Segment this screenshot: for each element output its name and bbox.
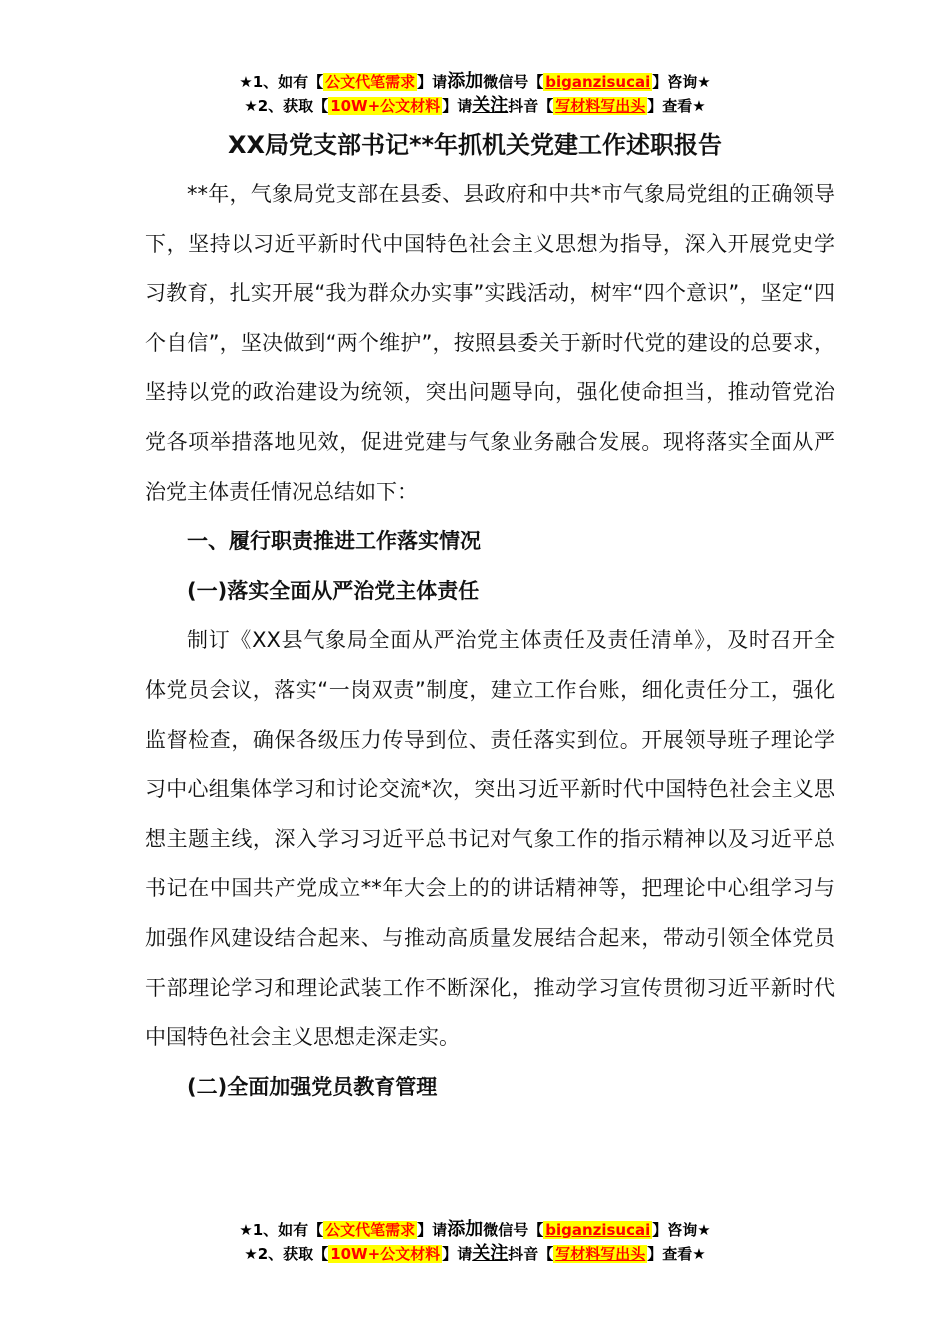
promo-douyin-id: 写材料写出头 xyxy=(555,97,646,115)
promo-highlight: 公文代笔需求 xyxy=(325,73,416,91)
subsection-paragraph: 制订《XX县气象局全面从严治党主体责任及责任清单》，及时召开全体党员会议，落实“一岗双责”制度，建立工作台账，细化责任分工，强化监督检查，确保各级压力传导到位、责任落实到位。开展领导班子理论学习中心组集体学习和讨论交流*次，突出习近平新时代中国特色社会主义思想主题主线，深入学习习近平总书记对气象工作的指示精神以及习近平总书记在中国共产党成立**年大会上的的讲话精神等，把理论中心组学习与加强作风建设结合起来、与推动高质量发展结合起来，带动引领全体党员干部理论学习和理论武装工作不断深化，推动学习宣传贯彻习近平新时代中国特色社会主义思想走深走实。 xyxy=(145,628,835,1050)
promo-text: ★2、获取【 xyxy=(244,1245,329,1263)
promo-text: 】查看★ xyxy=(647,1245,706,1263)
promo-emphasis: 添加 xyxy=(447,71,484,92)
promo-line-1 xyxy=(0,70,950,94)
intro-paragraph: **年，气象局党支部在县委、县政府和中共*市气象局党组的正确领导下，坚持以习近平新时代中国特色社会主义思想为指导，深入开展党史学习教育，扎实开展“我为群众办实事”实践活动，树牢“四个意识”，坚定“四个自信”，坚决做到“两个维护”，按照县委关于新时代党的建设的总要求，坚持以党的政治建设为统领，突出问题导向，强化使命担当，推动管党治党各项举措落地见效，促进党建与气象业务融合发展。现将落实全面从严治党主体责任情况总结如下： xyxy=(145,182,835,504)
document-title: XX局党支部书记**年抓机关党建工作述职报告 xyxy=(227,131,723,159)
promo-line-2 xyxy=(0,1242,950,1266)
promo-highlight: 公文代笔需求 xyxy=(325,1221,416,1239)
promo-text: 微信号【 xyxy=(483,1221,544,1239)
promo-text: 】咨询★ xyxy=(652,1221,711,1239)
promo-wechat-id: biganzisucai xyxy=(545,1221,651,1239)
promo-text: 】请 xyxy=(417,1221,448,1239)
promo-text: 】咨询★ xyxy=(652,73,711,91)
promo-wechat-id: biganzisucai xyxy=(545,73,651,91)
promo-text: 】请 xyxy=(442,97,473,115)
promo-text: ★1、如有【 xyxy=(239,73,324,91)
promo-text: 微信号【 xyxy=(483,73,544,91)
promo-line-2 xyxy=(0,94,950,118)
promo-emphasis: 添加 xyxy=(447,1219,484,1240)
promo-banner-bottom xyxy=(0,1218,950,1266)
promo-text: ★2、获取【 xyxy=(244,97,329,115)
promo-text: 】请 xyxy=(442,1245,473,1263)
promo-emphasis: 关注 xyxy=(472,1243,509,1264)
promo-emphasis: 关注 xyxy=(472,95,509,116)
subsection-heading: (二)全面加强党员教育管理 xyxy=(187,1074,438,1099)
promo-banner-top xyxy=(0,70,950,118)
promo-text: 】查看★ xyxy=(647,97,706,115)
promo-text: 抖音【 xyxy=(508,1245,554,1263)
promo-highlight: 10W+公文材料 xyxy=(330,97,441,115)
promo-text: ★1、如有【 xyxy=(239,1221,324,1239)
promo-text: 】请 xyxy=(417,73,448,91)
promo-highlight: 10W+公文材料 xyxy=(330,1245,441,1263)
promo-text: 抖音【 xyxy=(508,97,554,115)
subsection-heading: (一)落实全面从严治党主体责任 xyxy=(187,578,480,603)
section-heading: 一、履行职责推进工作落实情况 xyxy=(187,529,481,554)
document-body xyxy=(145,170,835,1112)
promo-line-1 xyxy=(0,1218,950,1242)
promo-douyin-id: 写材料写出头 xyxy=(555,1245,646,1263)
